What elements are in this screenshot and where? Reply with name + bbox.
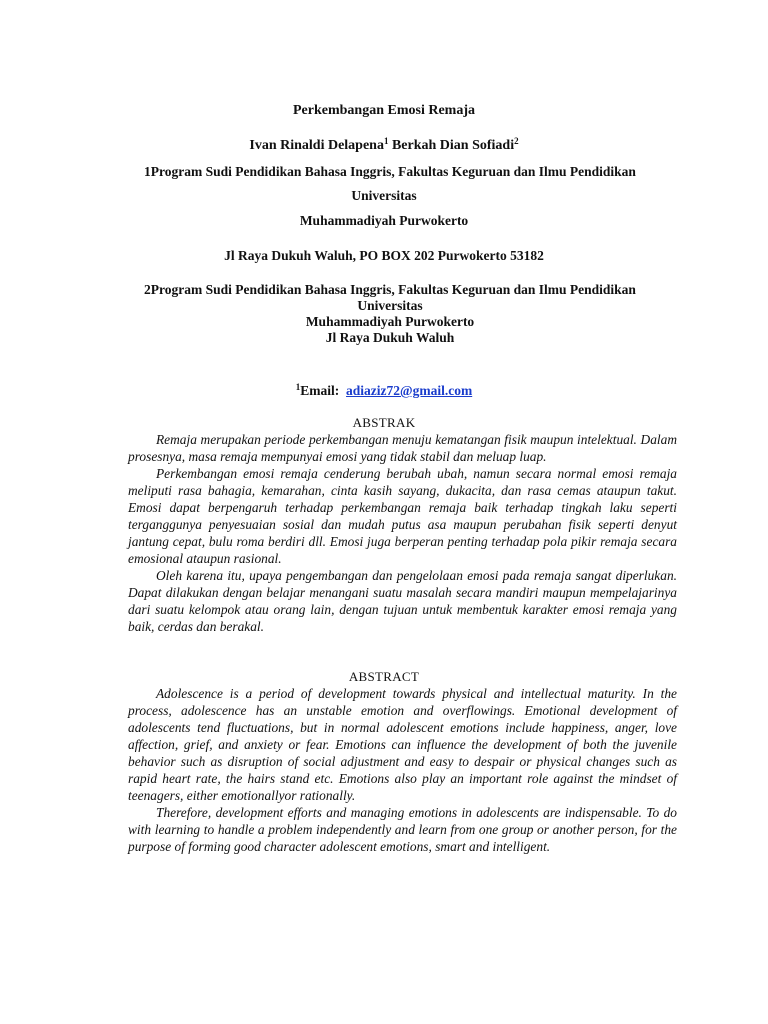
affiliation-2: [100, 282, 680, 346]
affiliation-1-line-2: Universitas: [351, 188, 417, 203]
email-link[interactable]: adiaziz72@gmail.com: [346, 383, 473, 398]
affiliation-2-line-1: 2Program Sudi Pendidikan Bahasa Inggris, Fakultas Keguruan dan Ilmu Pendidikan: [144, 282, 636, 297]
abstract-paragraph: Adolescence is a period of development towards physical and intellectual maturity. In the process, adolescence has an unstable emotion and overflowings. Emotional development of adolescents tend fluctuations, but in normal adolescent emotions include happiness, anger, love affection, grief, and anxiety or fear. Emotions can influence the development of both the juvenile behavior such as disruption of social adjustment and easy to despair or physical changes such as rapid heart rate, the hairs stand etc. Emotions also play an important role against the mindset of teenagers, either emotionallyor rationally.: [128, 686, 677, 803]
author-2-name: Berkah Dian Sofiadi: [388, 138, 515, 153]
abstrak-paragraph: Remaja merupakan periode perkembangan menuju kematangan fisik maupun intelektual. Dalam prosesnya, masa remaja mempunyai emosi yang tidak stabil dan meluap luap.: [128, 432, 677, 464]
author-list: [80, 138, 688, 154]
author-1-name: Ivan Rinaldi Delapena: [249, 138, 384, 153]
abstrak-heading: ABSTRAK: [352, 415, 416, 430]
affiliation-2-line-3: Muhammadiyah Purwokerto: [305, 314, 475, 329]
affiliation-1-line-1: 1Program Sudi Pendidikan Bahasa Inggris, Fakultas Keguruan dan Ilmu Pendidikan: [144, 164, 636, 179]
author-1-sup: 1: [383, 136, 389, 146]
abstract-paragraph: Therefore, development efforts and managing emotions in adolescents are indispensable. To do with learning to handle a problem independently and learn from one group or another person, for the purpose of forming good character adolescent emotions, smart and intelligent.: [128, 805, 677, 854]
email-label: Email:: [300, 383, 340, 398]
affiliation-2-line-2: Universitas: [357, 298, 423, 313]
abstract-heading: ABSTRACT: [348, 669, 420, 684]
affiliation-2-line-4: Jl Raya Dukuh Waluh: [325, 330, 455, 345]
affiliation-1-line-3: Muhammadiyah Purwokerto: [299, 213, 469, 228]
abstrak-body: [128, 431, 677, 635]
paper-title: Perkembangan Emosi Remaja: [293, 103, 475, 118]
abstrak-paragraph: Perkembangan emosi remaja cenderung berubah ubah, namun secara normal emosi remaja meliputi rasa bahagia, kemarahan, cinta kasih sayang, dukacita, dan rasa cemas ataupun takut. Emosi dapat berpengaruh terhadap perkembangan remaja baik terhadap tingkah laku seperti terganggunya penyesuaian sosial dan mudah putus asa maupun perubahan fisik seperti denyut jantung cepat, bulu roma berdiri dll. Emosi juga berperan penting terhadap pola pikir remaja secara emosional ataupun rasional.: [128, 466, 677, 566]
affiliation-1-address: Jl Raya Dukuh Waluh, PO BOX 202 Purwokerto 53182: [224, 248, 544, 263]
abstrak-paragraph: Oleh karena itu, upaya pengembangan dan pengelolaan emosi pada remaja sangat diperlukan. Dapat dilakukan dengan belajar menangani suatu masalah secara mandiri maupun mempelajarinya dari suatu kelompok atau orang lain, dengan tujuan untuk membentuk karakter emosi remaja yang baik, cerdas dan berakal.: [128, 568, 677, 634]
contact-email: [80, 383, 688, 399]
email-sup: 1: [295, 382, 301, 392]
author-2-sup: 2: [514, 136, 519, 146]
abstract-body: [128, 685, 677, 855]
